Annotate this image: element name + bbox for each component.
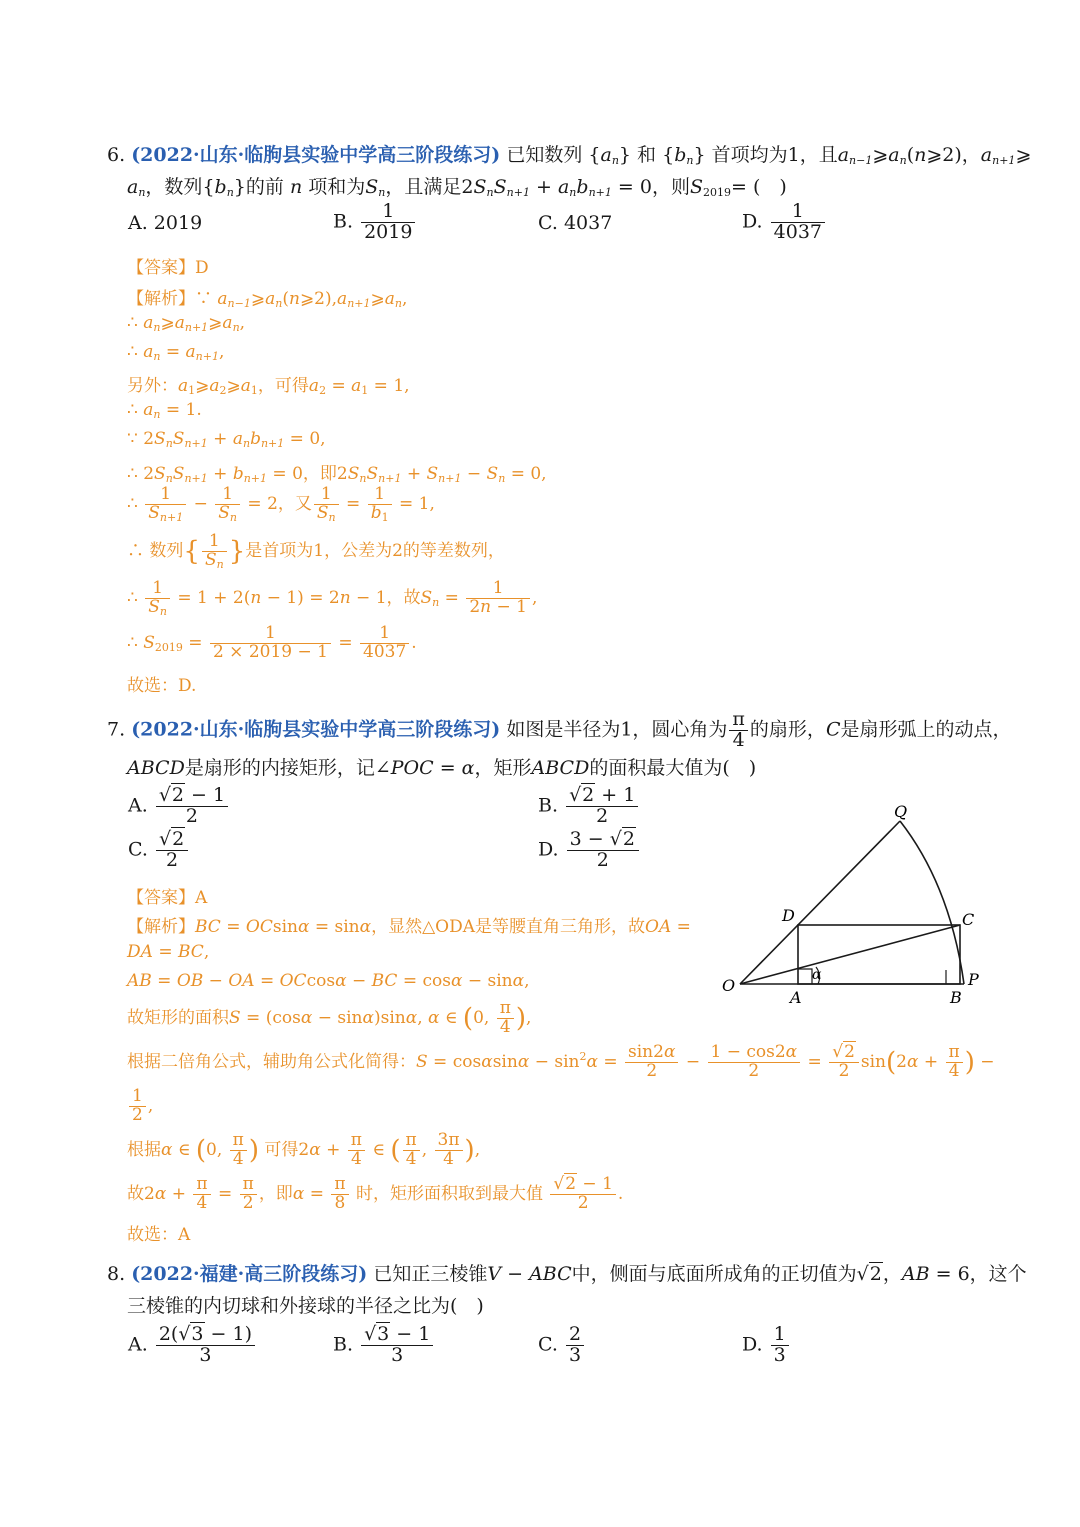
- q6-option-b[interactable]: B. $\frac{1}{2019}$: [333, 202, 417, 243]
- q7-option-b[interactable]: B. $\frac{√2 + 1}{2}$: [538, 786, 640, 827]
- q7-analysis-l2b: AB = OB − OA = OCcosα − BC = cosα − sinα,: [127, 971, 530, 991]
- q6-analysis-l6: ∵ $2S_nS_{n+1} + a_nb_{n+1} = 0$,: [127, 429, 326, 450]
- q7-analysis-l7: 故2α + $\frac{\pi}{4}$ = $\frac{\pi}{2}$ ，即α = $\frac{\pi}{8}$ 时，矩形面积取到最大值 $\frac{√2 - 1}{2}$ .: [127, 1174, 624, 1213]
- line-oq: [740, 821, 900, 984]
- q7-answer: 【答案】A: [127, 888, 208, 908]
- q6-number: 6.: [107, 144, 126, 166]
- q6-line2: $a_n$，数列$\{b_n\}$的前 n 项和为$S_n$，且满足$2S_nS_{n+1} + a_nb_{n+1} = 0$，则$S_{2019}=$ ( ): [127, 176, 787, 199]
- label-d: D: [782, 906, 795, 925]
- q6-analysis-l1: 【解析】∵ $a_{n-1}⩾a_n(n⩾2),a_{n+1}⩾a_n$,: [127, 289, 408, 310]
- q7-number: 7.: [107, 718, 126, 741]
- q8-line1: 8. (2022·福建·高三阶段练习) 已知正三棱锥V − ABC中，侧面与底面所成角的正切值为√2，AB = 6，这个: [107, 1263, 1027, 1285]
- label-a: A: [790, 988, 802, 1007]
- q7-option-c[interactable]: C. $\frac{√2}{2}$: [128, 830, 190, 871]
- q6-option-a[interactable]: A. 2019: [128, 212, 203, 234]
- q6-analysis-l2: ∴ $a_n⩾a_{n+1}⩾a_n$,: [127, 313, 246, 334]
- label-b: B: [950, 988, 962, 1007]
- q8-option-d[interactable]: D. $\frac{1}{3}$: [742, 1325, 791, 1366]
- q6-line1: 6. (2022·山东·临朐县实验中学高三阶段练习) 已知数列 $\{a_n\}$ 和 $\{b_n\}$ 首项均为1，且$a_{n-1}⩾a_n(n⩾2)$，$a_{n+1}⩾$: [107, 144, 1032, 167]
- q6-analysis-l11: ∴ $S_{2019}$ = $\frac{1}{2 \times 2019 - 1}$ = $\frac{1}{4037}$ .: [127, 623, 417, 662]
- q7-analysis-l2: DA = BC,: [127, 942, 210, 962]
- q8-option-b[interactable]: B. $\frac{√3 - 1}{3}$: [333, 1325, 435, 1366]
- q7-line2: ABCD是扇形的内接矩形，记∠POC = α，矩形ABCD的面积最大值为( ): [127, 757, 757, 779]
- label-o: O: [722, 976, 736, 995]
- q6-analysis-l3: ∴ $a_n = a_{n+1}$,: [127, 342, 225, 363]
- q6-analysis-l7: ∴ $2S_nS_{n+1} + b_{n+1} = 0$，即$2S_nS_{n+1} + S_{n+1} - S_n = 0$,: [127, 464, 547, 485]
- arc-qp: [900, 821, 964, 984]
- q7-analysis-l1: 【解析】BC = OCsinα = sinα，显然△ODA是等腰直角三角形，故OA =: [127, 917, 691, 937]
- q6-analysis-l4: 另外：$a_1⩾a_2⩾a_1$，可得$a_2 = a_1 = 1$,: [127, 376, 410, 397]
- label-q: Q: [894, 802, 908, 821]
- q6-option-d[interactable]: D. $\frac{1}{4037}$: [742, 202, 827, 243]
- sector-figure: [712, 795, 1002, 1015]
- q7-line1: 7. (2022·山东·临朐县实验中学高三阶段练习) 如图是半径为1，圆心角为 $\frac{\pi}{4}$ 的扇形，C是扇形弧上的动点，: [107, 708, 1012, 751]
- q8-line2: 三棱锥的内切球和外接球的半径之比为( ): [127, 1295, 484, 1317]
- q6-choose: 故选：D.: [127, 676, 197, 696]
- label-alpha: α: [812, 967, 822, 983]
- q6-answer: 【答案】D: [127, 258, 209, 278]
- q8-option-c[interactable]: C. $\frac{2}{3}$: [538, 1325, 586, 1366]
- line-oc: [740, 925, 960, 984]
- q8-source: (2022·福建·高三阶段练习): [131, 1263, 368, 1285]
- label-c: C: [962, 910, 975, 929]
- q6-option-c[interactable]: C. 4037: [538, 212, 613, 234]
- q6-source: (2022·山东·临朐县实验中学高三阶段练习): [131, 144, 501, 166]
- right-angle-a: [798, 969, 812, 984]
- q7-analysis-l6: 根据α ∈ (0, $\frac{\pi}{4}$ ) 可得2α + $\frac{\pi}{4}$ ∈ ( $\frac{\pi}{4}$ , $\frac{3\pi}{4}$ ),: [127, 1130, 481, 1169]
- label-p: P: [968, 970, 979, 989]
- rectangle-abcd: [798, 925, 960, 984]
- q7-analysis-l5: $\frac{1}{2}$ ,: [127, 1088, 153, 1125]
- q7-option-d[interactable]: D. $\frac{3 - √2}{2}$: [538, 830, 641, 871]
- q6-analysis-l10: ∴ $\frac{1}{S_n}$ = 1 + 2(n − 1) = 2n − 1，故$S_n$ = $\frac{1}{2n - 1}$ ,: [127, 578, 538, 618]
- q6-analysis-l8: ∴ $\frac{1}{S_{n+1}}$ − $\frac{1}{S_n}$ = 2，又 $\frac{1}{S_n}$ = $\frac{1}{b_1}$ = 1,: [127, 484, 435, 524]
- q7-analysis-l4: 根据二倍角公式，辅助角公式化简得：$S = \cos\alpha\sin\alpha - \sin^2\alpha$ = $\frac{\sin 2\alpha}{2}$ − $\frac{1 - \cos 2\alpha}{2}$ = $\frac{√2}{2}$ sin(2α + $\frac{\pi}{4}$ ) −: [127, 1042, 995, 1081]
- q7-choose: 故选：A: [127, 1225, 191, 1245]
- q7-source: (2022·山东·临朐县实验中学高三阶段练习): [131, 718, 501, 741]
- q8-option-a[interactable]: A. $\frac{2(√3 - 1)}{3}$: [128, 1325, 257, 1366]
- q6-analysis-l5: ∴ $a_n = 1$.: [127, 400, 202, 421]
- q6-analysis-l9: ∴ 数列{ $\frac{1}{S_n}$ }是首项为1，公差为2的等差数列，: [127, 531, 505, 571]
- q7-option-a[interactable]: A. $\frac{√2 - 1}{2}$: [128, 786, 230, 827]
- q7-analysis-l3: 故矩形的面积S = (cosα − sinα)sinα, α ∈ (0, $\frac{\pi}{4}$ ),: [127, 998, 532, 1037]
- q8-number: 8.: [107, 1263, 126, 1285]
